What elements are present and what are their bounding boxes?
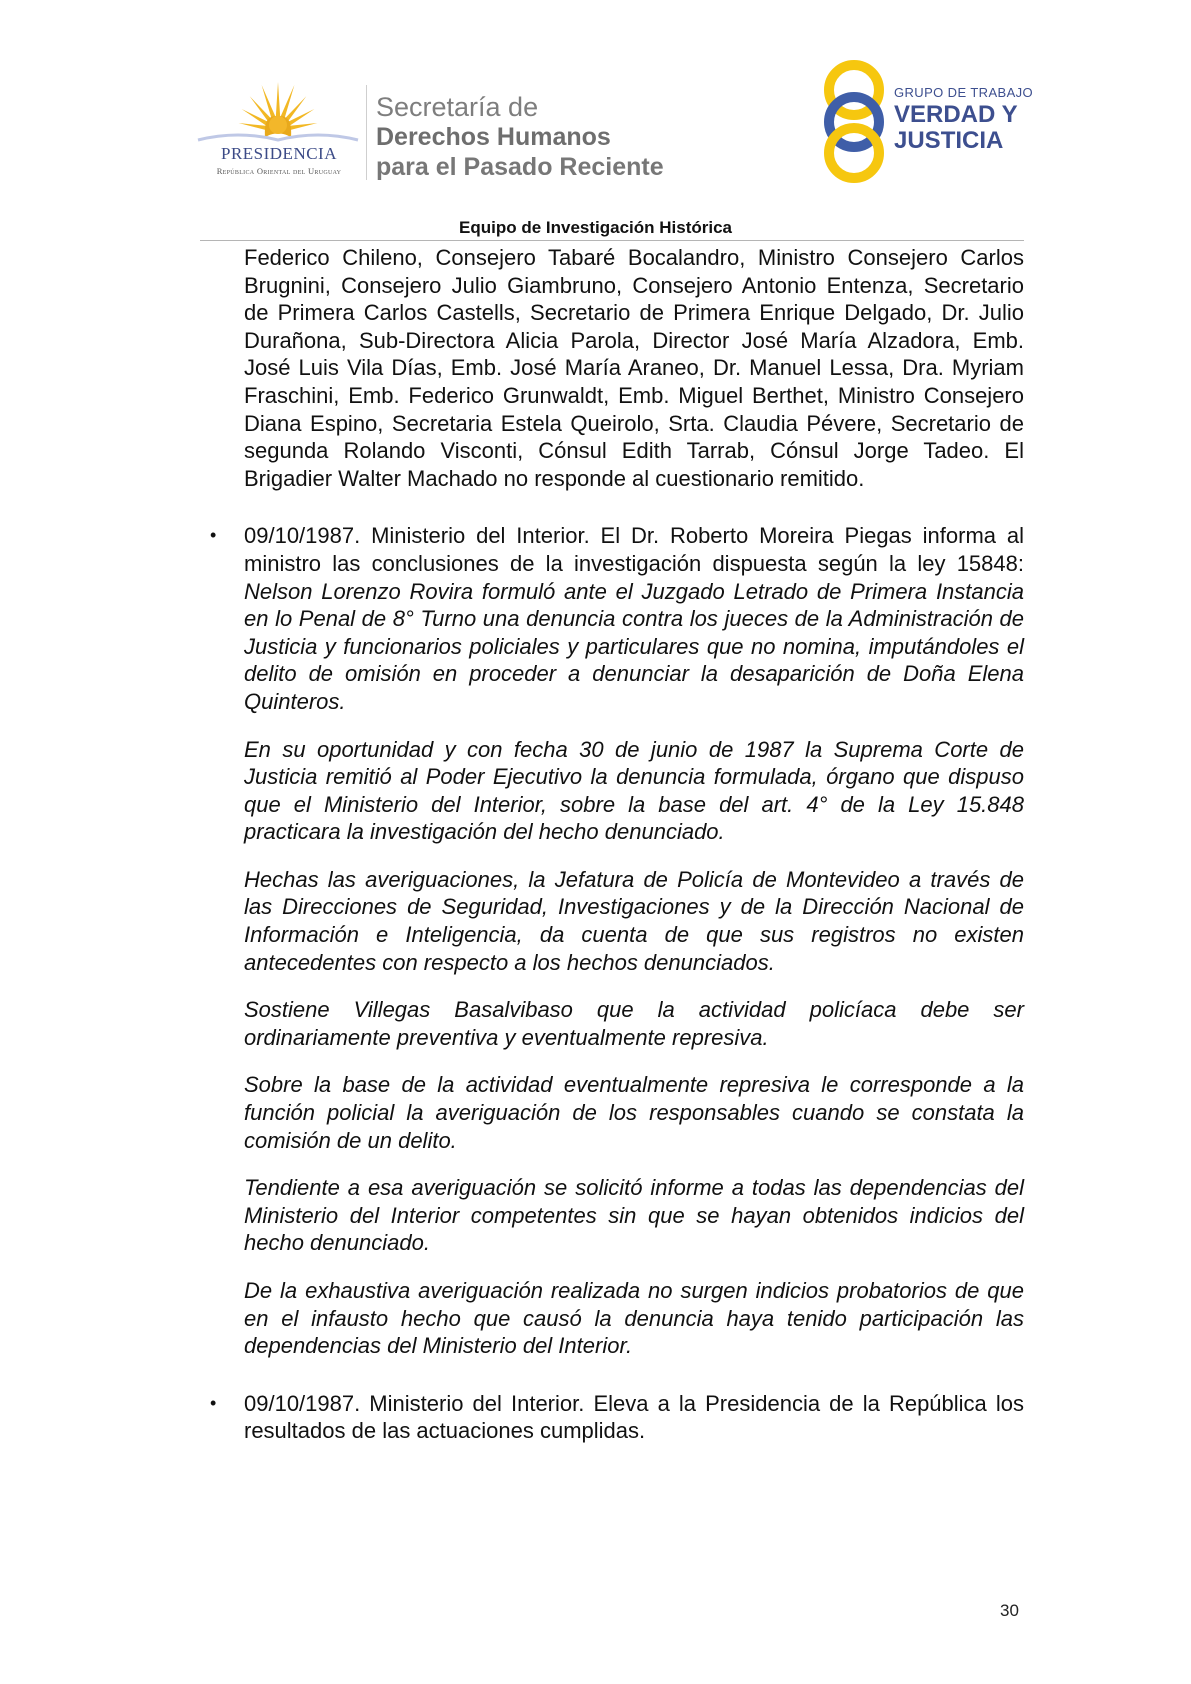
- bullet-icon: •: [210, 525, 217, 546]
- bullet-icon: •: [210, 1392, 217, 1413]
- quote-paragraph: Hechas las averiguaciones, la Jefatura de Policía de Montevideo a través de las Direcciones de Seguridad, Investigaciones y de la Dirección Nacional de Información e Inteligencia, da cuenta de que sus registros no existen antecedentes con respecto a los hechos denunciados.: [244, 866, 1024, 975]
- quote-paragraph: En su oportunidad y con fecha 30 de junio de 1987 la Suprema Corte de Justicia remitió al Poder Ejecutivo la denuncia formulada, órgano que dispuso que el Ministerio del Interior, sobre la base del art. 4° de la Ley 15.848 practicara la investigación del hecho denunciado.: [244, 736, 1024, 845]
- sun-emblem-icon: [190, 78, 360, 148]
- header-rule: [200, 240, 1024, 241]
- list-item-text: [244, 522, 1024, 715]
- paragraph-continued: Federico Chileno, Consejero Tabaré Bocalandro, Ministro Consejero Carlos Brugnini, Consejero Julio Giambruno, Consejero Antonio Entenza, Secretario de Primera Carlos Castells, Secretario de Primera Enrique Delgado, Dr. Julio Durañona, Sub-Directora Alicia Parola, Director José María Alzadora, Emb. José Luis Vila Días, Emb. José María Araneo, Dr. Manuel Lessa, Dra. Myriam Fraschini, Emb. Federico Grunwaldt, Emb. Miguel Berthet, Ministro Consejero Diana Espino, Secretaria Estela Queirolo, Srta. Claudia Pévere, Secretario de segunda Rolando Visconti, Cónsul Edith Tarrab, Cónsul Jorge Tadeo. El Brigadier Walter Machado no responde al cuestionario remitido.: [244, 245, 1024, 491]
- verdad-justicia-text: [894, 86, 1033, 153]
- vyj-line-3: JUSTICIA: [894, 127, 1004, 154]
- list-item-quote: Nelson Lorenzo Rovira formuló ante el Juzgado Letrado de Primera Instancia en lo Penal de 8° Turno una denuncia contra los jueces de la Administración de Justicia y funcionarios policiales y particulares que no nomina, imputándoles el delito de omisión en proceder a denunciar la desaparición de Doña Elena Quinteros.: [244, 578, 1024, 714]
- vyj-line-1: GRUPO DE TRABAJO: [894, 85, 1034, 100]
- header-divider: [366, 85, 367, 180]
- list-item: [210, 522, 1024, 715]
- presidencia-logo: [190, 78, 360, 188]
- quote-paragraph: Sobre la base de la actividad eventualmente represiva le corresponde a la función policial la averiguación de los responsables cuando se constata la comisión de un delito.: [244, 1072, 1024, 1153]
- document-body: [210, 244, 1024, 1445]
- linked-rings-icon: [818, 56, 890, 186]
- secretaria-line-3: para el Pasado Reciente: [376, 153, 664, 181]
- page-number: 30: [1000, 1601, 1019, 1620]
- presidencia-subtitle: República Oriental del Uruguay: [216, 166, 342, 176]
- vyj-line-2: VERDAD Y: [894, 101, 1018, 128]
- quote-paragraph: De la exhaustiva averiguación realizada no surgen indicios probatorios de que en el infausto hecho que causó la denuncia haya tenido participación las dependencias del Ministerio del Interior.: [244, 1278, 1024, 1359]
- quote-paragraph: Sostiene Villegas Basalvibaso que la actividad policíaca debe ser ordinariamente preventiva y eventualmente represiva.: [244, 997, 1024, 1050]
- secretaria-line-2: Derechos Humanos: [376, 123, 611, 151]
- secretaria-title: [376, 92, 664, 182]
- verdad-justicia-logo: [818, 56, 1038, 186]
- quote-paragraph: Tendiente a esa averiguación se solicitó informe a todas las dependencias del Ministerio del Interior competentes sin que se hayan obtenidos indicios del hecho denunciado.: [244, 1175, 1024, 1256]
- page-header: [0, 0, 1191, 240]
- presidencia-wordmark: PRESIDENCIA: [220, 144, 337, 163]
- team-heading: Equipo de Investigación Histórica: [459, 218, 732, 237]
- list-item-text: 09/10/1987. Ministerio del Interior. Eleva a la Presidencia de la República los resultados de las actuaciones cumplidas.: [244, 1390, 1024, 1444]
- secretaria-line-1: Secretaría de: [376, 92, 539, 122]
- list-item-plain-text: 09/10/1987. Ministerio del Interior. El Dr. Roberto Moreira Piegas informa al ministro las conclusiones de la investigación dispuesta según la ley 15848:: [244, 523, 1024, 576]
- list-item: [210, 1390, 1024, 1445]
